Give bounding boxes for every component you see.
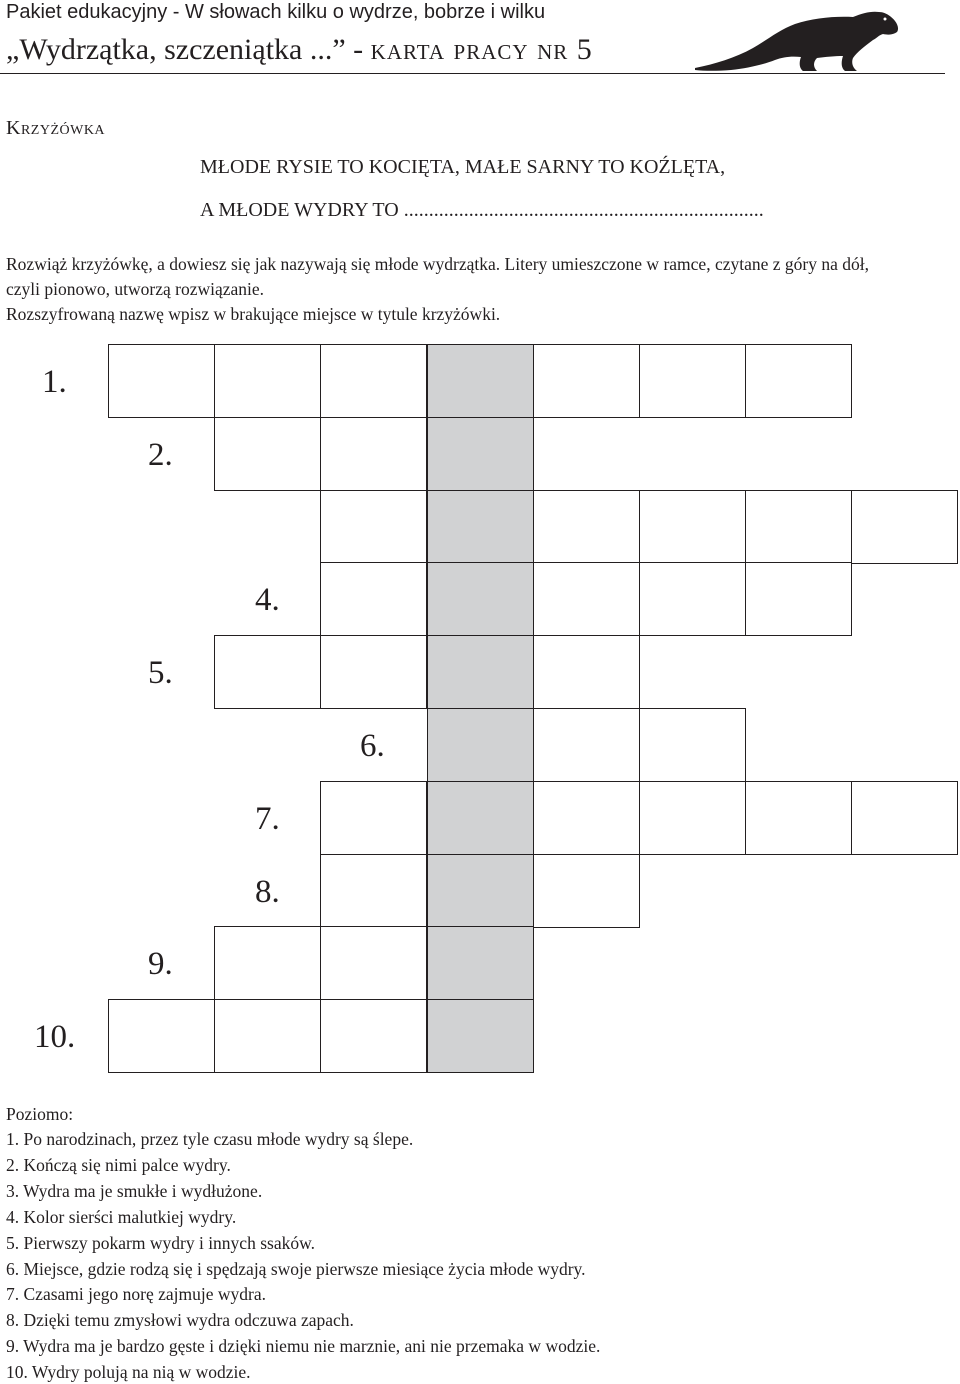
crossword-cell[interactable] [533,781,640,855]
crossword-cell[interactable] [320,635,427,709]
header-subtitle: Pakiet edukacyjny - W słowach kilku o wydrze, bobrze i wilku [6,1,546,23]
crossword-cell[interactable] [533,490,640,564]
clue-item-6: 6. Miejsce, gdzie rodzą się i spędzają swoje pierwsze miesiące życia młode wydry. [6,1258,586,1279]
crossword-key-cell[interactable] [427,708,534,782]
crossword-key-cell[interactable] [427,417,534,491]
clue-item-5: 5. Pierwszy pokarm wydry i innych ssaków. [6,1232,315,1253]
crossword-key-cell[interactable] [427,562,534,636]
clue-item-2: 2. Kończą się nimi palce wydry. [6,1154,231,1175]
row-number-2: 2. [148,436,173,473]
header-divider [0,73,945,74]
crossword-cell[interactable] [320,490,427,564]
clue-item-1: 1. Po narodzinach, przez tyle czasu młode wydry są ślepe. [6,1129,414,1149]
crossword-cell[interactable] [851,490,958,564]
crossword-key-cell[interactable] [427,854,534,928]
crossword-cell[interactable] [214,999,321,1073]
row-number-9: 9. [148,946,173,983]
row-number-7: 7. [255,800,280,837]
row-number-6: 6. [360,728,385,764]
crossword-cell[interactable] [533,562,640,636]
row-number-8: 8. [255,873,280,910]
clue-item-4: 4. Kolor sierści malutkiej wydry. [6,1206,237,1227]
row-number-1: 1. [42,364,67,400]
crossword-cell[interactable] [214,926,321,1000]
crossword-cell[interactable] [639,344,746,418]
crossword-cell[interactable] [320,781,427,855]
crossword-cell[interactable] [108,999,215,1073]
crossword-cell[interactable] [108,344,215,418]
page-title-main: „Wydrzątka, szczeniątka ...” - [6,33,371,66]
clue-item-10: 10. Wydry polują na nią w wodzie. [6,1362,251,1383]
instructions-line-2: czyli pionowo, utworzą rozwiązanie. [6,279,265,299]
clues-title: Poziomo: [6,1104,74,1124]
crossword-key-cell[interactable] [427,635,534,709]
riddle-line-2: A MŁODE WYDRY TO ........................................................................ [200,199,764,221]
crossword-cell[interactable] [533,635,640,709]
crossword-key-cell[interactable] [427,999,534,1073]
crossword-cell[interactable] [639,562,746,636]
crossword-cell[interactable] [214,344,321,418]
crossword-cell[interactable] [533,344,640,418]
crossword-cell[interactable] [533,708,640,782]
crossword-cell[interactable] [639,781,746,855]
instructions-line-3: Rozszyfrowaną nazwę wpisz w brakujące miejsce w tytule krzyżówki. [6,304,501,324]
instructions-line-1: Rozwiąż krzyżówkę, a dowiesz się jak nazywają się młode wydrzątka. Litery umieszczone w ramce, czytane z góry na dół, [6,254,869,274]
crossword-cell[interactable] [745,562,852,636]
crossword-cell[interactable] [639,490,746,564]
clue-item-7: 7. Czasami jego norę zajmuje wydra. [6,1284,266,1305]
row-number-4: 4. [255,582,280,619]
clue-item-3: 3. Wydra ma je smukłe i wydłużone. [6,1180,263,1201]
crossword-cell[interactable] [745,781,852,855]
crossword-key-cell[interactable] [427,344,534,418]
row-number-5: 5. [148,655,173,692]
crossword-cell[interactable] [745,490,852,564]
crossword-cell[interactable] [320,417,427,491]
crossword-cell[interactable] [533,854,640,928]
otter-silhouette-icon [695,8,900,74]
crossword-cell[interactable] [320,999,427,1073]
page-title [6,32,593,68]
crossword-cell[interactable] [320,344,427,418]
crossword-key-cell[interactable] [427,490,534,564]
crossword-key-cell[interactable] [427,926,534,1000]
riddle-line-1: MŁODE RYSIE TO KOCIĘTA, MAŁE SARNY TO KOŹLĘTA, [200,156,726,178]
crossword-key-cell[interactable] [427,781,534,855]
clue-item-9: 9. Wydra ma je bardzo gęste i dzięki niemu nie marznie, ani nie przemaka w wodzie. [6,1336,601,1357]
page-title-card: karta pracy nr 5 [370,33,593,66]
crossword-cell[interactable] [214,417,321,491]
crossword-cell[interactable] [320,854,427,928]
crossword-cell[interactable] [639,708,746,782]
crossword-cell[interactable] [851,781,958,855]
section-title: Krzyżówka [6,117,106,139]
clue-item-8: 8. Dzięki temu zmysłowi wydra odczuwa zapach. [6,1310,354,1331]
row-number-10: 10. [34,1019,76,1056]
crossword-cell[interactable] [320,562,427,636]
crossword-cell[interactable] [745,344,852,418]
crossword-cell[interactable] [214,635,321,709]
crossword-cell[interactable] [320,926,427,1000]
